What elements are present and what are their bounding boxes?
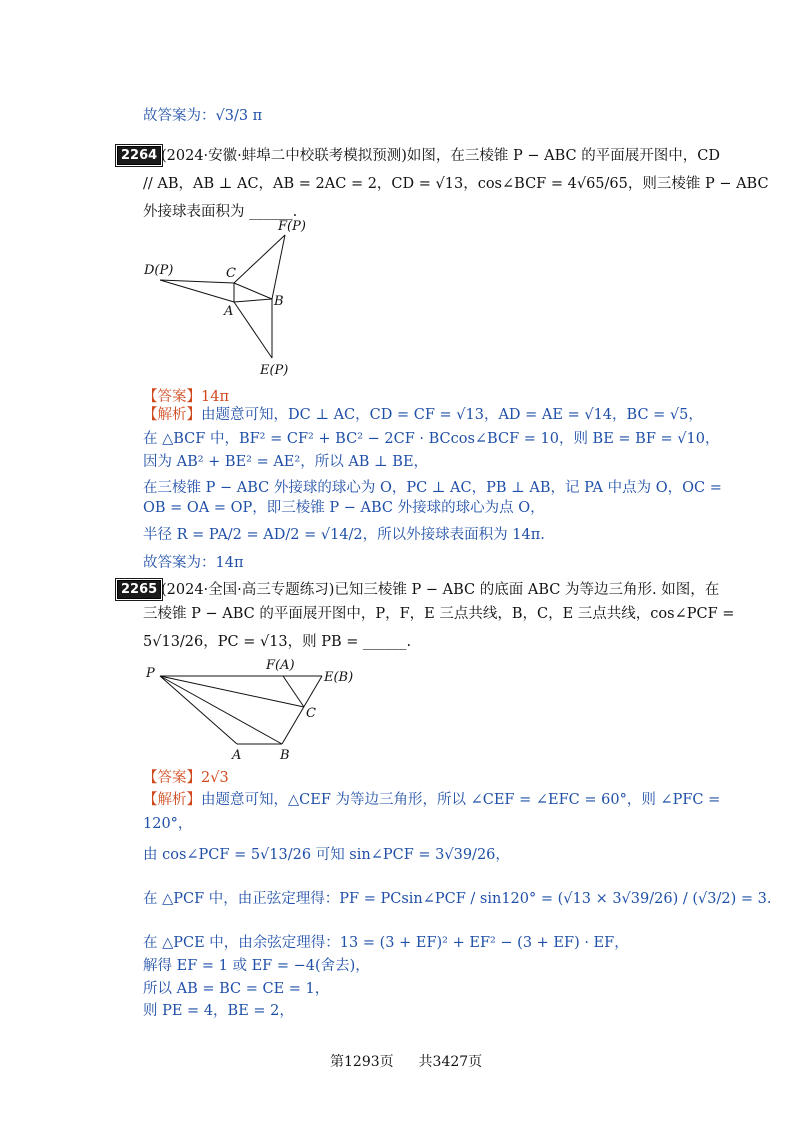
- analysis-line: OB = OA = OP，即三棱锥 P − ABC 外接球的球心为点 O，: [143, 500, 545, 516]
- analysis-tag: 【解析】: [143, 407, 201, 423]
- page-footer: [330, 1051, 482, 1071]
- analysis-tag: 【解析】: [143, 792, 201, 808]
- question-line: 外接球表面积为 ______.: [143, 204, 298, 220]
- answer-value: 2√3: [201, 770, 229, 786]
- label-A: A: [224, 304, 234, 319]
- edge: [234, 299, 272, 302]
- label-C: C: [226, 266, 236, 281]
- label-B: B: [274, 294, 284, 309]
- analysis-line: 故答案为：14π: [143, 555, 244, 571]
- question-number-badge: 2265: [117, 580, 161, 599]
- label-D: D(P): [144, 263, 174, 278]
- answer-value: 14π: [201, 389, 229, 405]
- analysis-line: 在 △PCE 中，由余弦定理得：13 = (3 + EF)² + EF² − (3 + EF) · EF，: [143, 935, 629, 951]
- question-line: 三棱锥 P − ABC 的平面展开图中，P，F，E 三点共线，B，C，E 三点共线，cos∠PCF =: [143, 606, 735, 622]
- label-E: E(B): [324, 670, 354, 685]
- analysis-line: 120°，: [143, 816, 193, 832]
- answer-2264: [143, 385, 229, 406]
- edge: [160, 676, 304, 707]
- analysis-line: 则 PE = 4，BE = 2，: [143, 1003, 294, 1019]
- figure-2264: [140, 215, 320, 380]
- previous-answer-text: 故答案为：√3/3 π: [143, 108, 263, 124]
- analysis-2264: [143, 405, 722, 575]
- label-B: B: [280, 748, 290, 763]
- label-A: A: [232, 748, 242, 763]
- analysis-line: 在 △PCF 中，由正弦定理得：PF = PCsin∠PCF / sin120° = (√13 × 3√39/26) / (√3/2) = 3.: [143, 891, 772, 907]
- label-F: F(A): [266, 658, 295, 673]
- edge: [234, 235, 285, 283]
- label-C: C: [306, 706, 316, 721]
- question-2264: [117, 144, 769, 224]
- edge: [234, 283, 272, 299]
- previous-answer: [143, 104, 262, 125]
- total-pages: 共3427页: [418, 1054, 483, 1070]
- edge: [160, 280, 234, 302]
- edge: [160, 676, 237, 744]
- question-line: // AB，AB ⊥ AC，AB = 2AC = 2，CD = √13，cos∠BCF = 4√65/65，则三棱锥 P − ABC: [143, 176, 769, 192]
- analysis-2265: [143, 790, 772, 1030]
- edge: [272, 235, 285, 299]
- analysis-line: 因为 AB² + BE² = AE²，所以 AB ⊥ BE，: [143, 454, 429, 470]
- question-line: (2024·安徽·蚌埠二中校联考模拟预测)如图，在三棱锥 P − ABC 的平面展开图中，CD: [161, 148, 720, 164]
- analysis-line: 在三棱锥 P − ABC 外接球的球心为 O，PC ⊥ AC，PB ⊥ AB，记 PA 中点为 O，OC =: [143, 480, 722, 496]
- question-2265: [117, 580, 735, 660]
- question-line: 5√13/26，PC = √13，则 PB = ______.: [143, 634, 412, 650]
- analysis-line: 解得 EF = 1 或 EF = −4(舍去)，: [143, 958, 370, 974]
- edge: [160, 676, 282, 744]
- answer-2265: [143, 766, 229, 787]
- analysis-line: 在 △BCF 中，BF² = CF² + BC² − 2CF · BCcos∠BCF = 10，则 BE = BF = √10，: [143, 431, 720, 447]
- edge: [282, 676, 322, 744]
- page-number: 第1293页: [330, 1054, 394, 1070]
- analysis-line: 由题意可知，DC ⊥ AC，CD = CF = √13，AD = AE = √14，BC = √5，: [201, 407, 703, 423]
- analysis-line: 所以 AB = BC = CE = 1，: [143, 981, 330, 997]
- label-E: E(P): [260, 363, 289, 378]
- figure-2265: [140, 655, 370, 765]
- label-P: P: [146, 666, 155, 681]
- analysis-line: 半径 R = PA/2 = AD/2 = √14/2，所以外接球表面积为 14π.: [143, 527, 545, 543]
- label-F: F(P): [278, 219, 306, 234]
- analysis-line: 由题意可知，△CEF 为等边三角形，所以 ∠CEF = ∠EFC = 60°，则 ∠PFC =: [201, 792, 721, 808]
- question-line: (2024·全国·高三专题练习)已知三棱锥 P − ABC 的底面 ABC 为等边三角形. 如图，在: [161, 582, 720, 598]
- edge: [160, 280, 234, 283]
- edge: [234, 302, 272, 358]
- answer-tag: 【答案】: [143, 770, 201, 786]
- question-number-badge: 2264: [117, 146, 161, 165]
- edge: [283, 676, 304, 707]
- analysis-line: 由 cos∠PCF = 5√13/26 可知 sin∠PCF = 3√39/26，: [143, 847, 510, 863]
- answer-tag: 【答案】: [143, 389, 201, 405]
